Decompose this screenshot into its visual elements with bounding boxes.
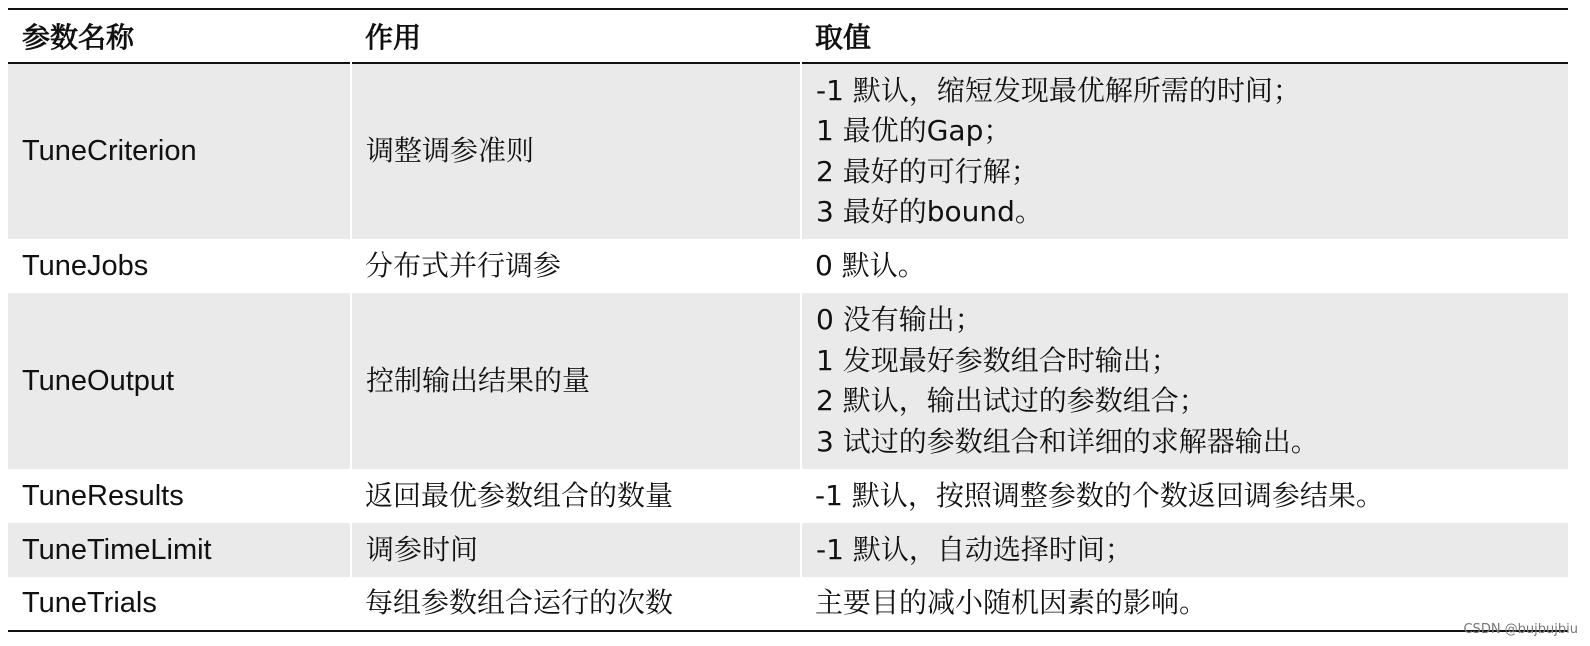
value-cell — [801, 63, 1568, 239]
purpose-cell: 每组参数组合运行的次数 — [351, 577, 801, 631]
purpose-cell: 调参时间 — [351, 523, 801, 577]
table-row — [8, 523, 1568, 577]
value-line: 0 没有输出； — [816, 303, 983, 336]
table-body — [8, 63, 1568, 631]
purpose-cell: 返回最优参数组合的数量 — [351, 469, 801, 523]
header-row — [8, 9, 1568, 63]
table-header — [8, 9, 1568, 63]
value-cell — [801, 523, 1568, 577]
param-name-cell: TuneTimeLimit — [8, 523, 351, 577]
value-line: -1 默认，自动选择时间； — [816, 532, 1133, 566]
parameter-table — [8, 8, 1568, 632]
param-name-cell: TuneOutput — [8, 293, 351, 469]
value-cell — [801, 469, 1568, 523]
value-line: 1 最优的Gap； — [816, 114, 1012, 147]
value-cell — [801, 293, 1568, 469]
table-row — [8, 577, 1568, 631]
param-name-cell: TuneJobs — [8, 239, 351, 293]
value-line: 3 最好的bound。 — [816, 195, 1043, 228]
value-line: 3 试过的参数组合和详细的求解器输出。 — [816, 424, 1319, 458]
value-line: 1 发现最好参数组合时输出； — [816, 343, 1179, 377]
value-line: -1 默认，按照调整参数的个数返回调参结果。 — [815, 478, 1384, 512]
header-value: 取值 — [815, 21, 872, 54]
watermark: CSDN @bujbujbiu — [1463, 622, 1578, 637]
param-name-cell: TuneResults — [8, 469, 351, 523]
value-line: 0 默认。 — [815, 248, 926, 282]
value-cell — [801, 239, 1568, 293]
value-line: 主要目的减小随机因素的影响。 — [815, 586, 1208, 620]
parameter-table-container — [8, 8, 1568, 632]
purpose-cell: 分布式并行调参 — [351, 239, 801, 293]
value-line: -1 默认，缩短发现最优解所需的时间； — [816, 73, 1301, 107]
value-cell — [801, 577, 1568, 631]
purpose-cell: 控制输出结果的量 — [351, 293, 801, 469]
table-row — [8, 239, 1568, 293]
table-row — [8, 63, 1568, 239]
purpose-cell: 调整调参准则 — [351, 63, 801, 239]
param-name-cell: TuneTrials — [8, 577, 351, 631]
param-name-cell: TuneCriterion — [8, 63, 351, 239]
header-purpose: 作用 — [365, 21, 422, 54]
table-row — [8, 293, 1568, 469]
value-line: 2 默认，输出试过的参数组合； — [816, 384, 1207, 417]
value-line: 2 最好的可行解； — [816, 154, 1039, 188]
table-row — [8, 469, 1568, 523]
header-param-name: 参数名称 — [22, 21, 135, 54]
